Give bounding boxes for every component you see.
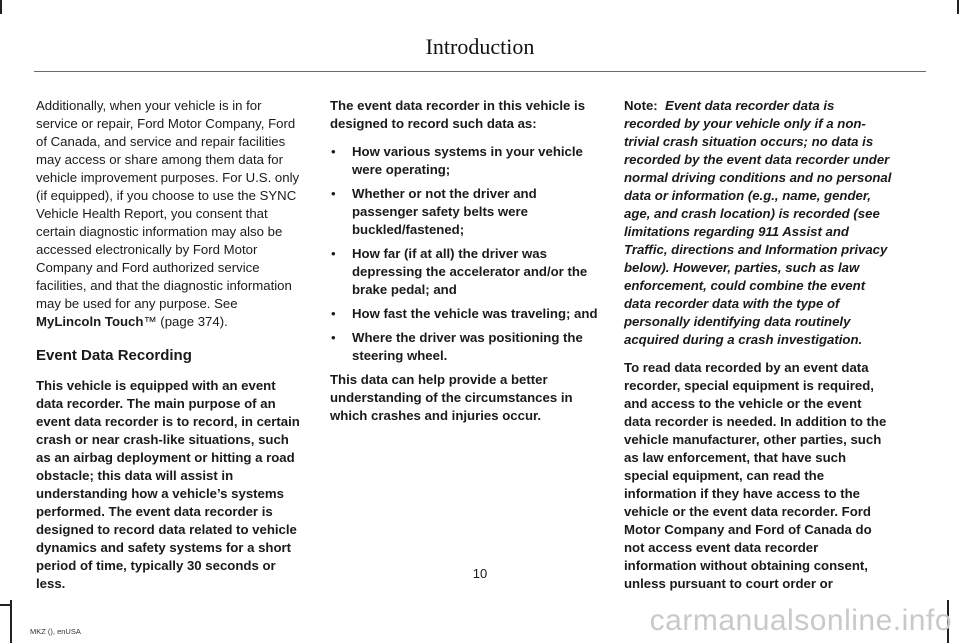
note-paragraph	[624, 97, 892, 349]
bullet: •	[331, 330, 336, 345]
crop-mark-top-left-vertical	[0, 0, 2, 14]
column-1	[36, 97, 304, 603]
note-text: Event data recorder data is recorded by your vehicle only if a non-trivial crash situation occurs; no data is recorded by the event data recorder under normal driving conditions and no personal data or information (e.g., name, gender, age, and crash location) is recorded (see limitations regarding 911 Assist and Traffic, directions and Information privacy below). However, parties, such as law enforcement, could combine the event data recorder data with the type of personally identifying data routinely acquired during a crash investigation.	[624, 98, 892, 347]
list-item: • How fast the vehicle was traveling; and	[331, 306, 598, 321]
column-2	[330, 97, 598, 435]
watermark-text: carmanualsonline.info	[649, 604, 952, 637]
paragraph-reading-data: To read data recorded by an event data recorder, special equipment is required, and access to the vehicle or the event data recorder is needed. In addition to the vehicle manufacturer, other parties, such as law enforcement, that have such special equipment, can read the information if they have access to the vehicle or the event data recorder. Ford Motor Company and Ford of Canada do not access event data recorder information without obtaining consent, unless pursuant to court order or	[624, 360, 887, 591]
mylincoln-touch-link[interactable]: MyLincoln Touch™ (page 374).	[36, 314, 228, 329]
footer-doc-id: MKZ (), enUSA	[30, 627, 81, 636]
header-divider	[34, 71, 926, 72]
bullet: •	[331, 186, 336, 201]
paragraph-data-purpose: This data can help provide a better understanding of the circumstances in which crashes and injuries occur.	[330, 372, 573, 423]
bullet: •	[331, 306, 336, 321]
section-heading-event-data-recording: Event Data Recording	[36, 347, 192, 364]
page-title: Introduction	[425, 34, 535, 59]
note-label: Note:	[624, 98, 658, 113]
bullet: •	[331, 246, 336, 261]
bullet: •	[331, 144, 336, 159]
list-item: • Where the driver was positioning the steering wheel.	[331, 330, 583, 363]
column-3	[624, 97, 892, 603]
paragraph-service-data: Additionally, when your vehicle is in for service or repair, Ford Motor Company, Ford of Canada, and service and repair facilities may access or share among them data for vehicle improvement purposes. For U.S. only (if equipped), if you choose to use the SYNC Vehicle Health Report, you consent that certain diagnostic information may also be accessed electronically by Ford Motor Company and Ford authorized service facilities, and that the diagnostic information may be used for any purpose. See MyLincoln Touch™ (page 374).	[36, 98, 300, 329]
crop-mark-top-right-vertical	[957, 0, 959, 14]
page-number: 10	[472, 566, 488, 581]
list-item: • How various systems in your vehicle were operating;	[331, 144, 583, 177]
recorded-data-list	[330, 143, 598, 365]
list-item: • Whether or not the driver and passenger safety belts were buckled/fastened;	[331, 186, 537, 237]
crop-mark-bottom-left-horizontal	[0, 604, 12, 606]
paragraph-event-data-recorder: This vehicle is equipped with an event data recorder. The main purpose of an event data recorder is to record, in certain crash or near crash-like situations, such as an airbag deployment or hitting a road obstacle; this data will assist in understanding how a vehicle’s systems performed. The event data recorder is designed to record data related to vehicle dynamics and safety systems for a short period of time, typically 30 seconds or less.	[36, 378, 300, 591]
crop-mark-bottom-left-vertical	[10, 600, 12, 643]
paragraph-recorded-data-intro: The event data recorder in this vehicle is designed to record such data as:	[330, 98, 586, 131]
list-item: • How far (if at all) the driver was depressing the accelerator and/or the brake pedal; and	[331, 246, 588, 297]
